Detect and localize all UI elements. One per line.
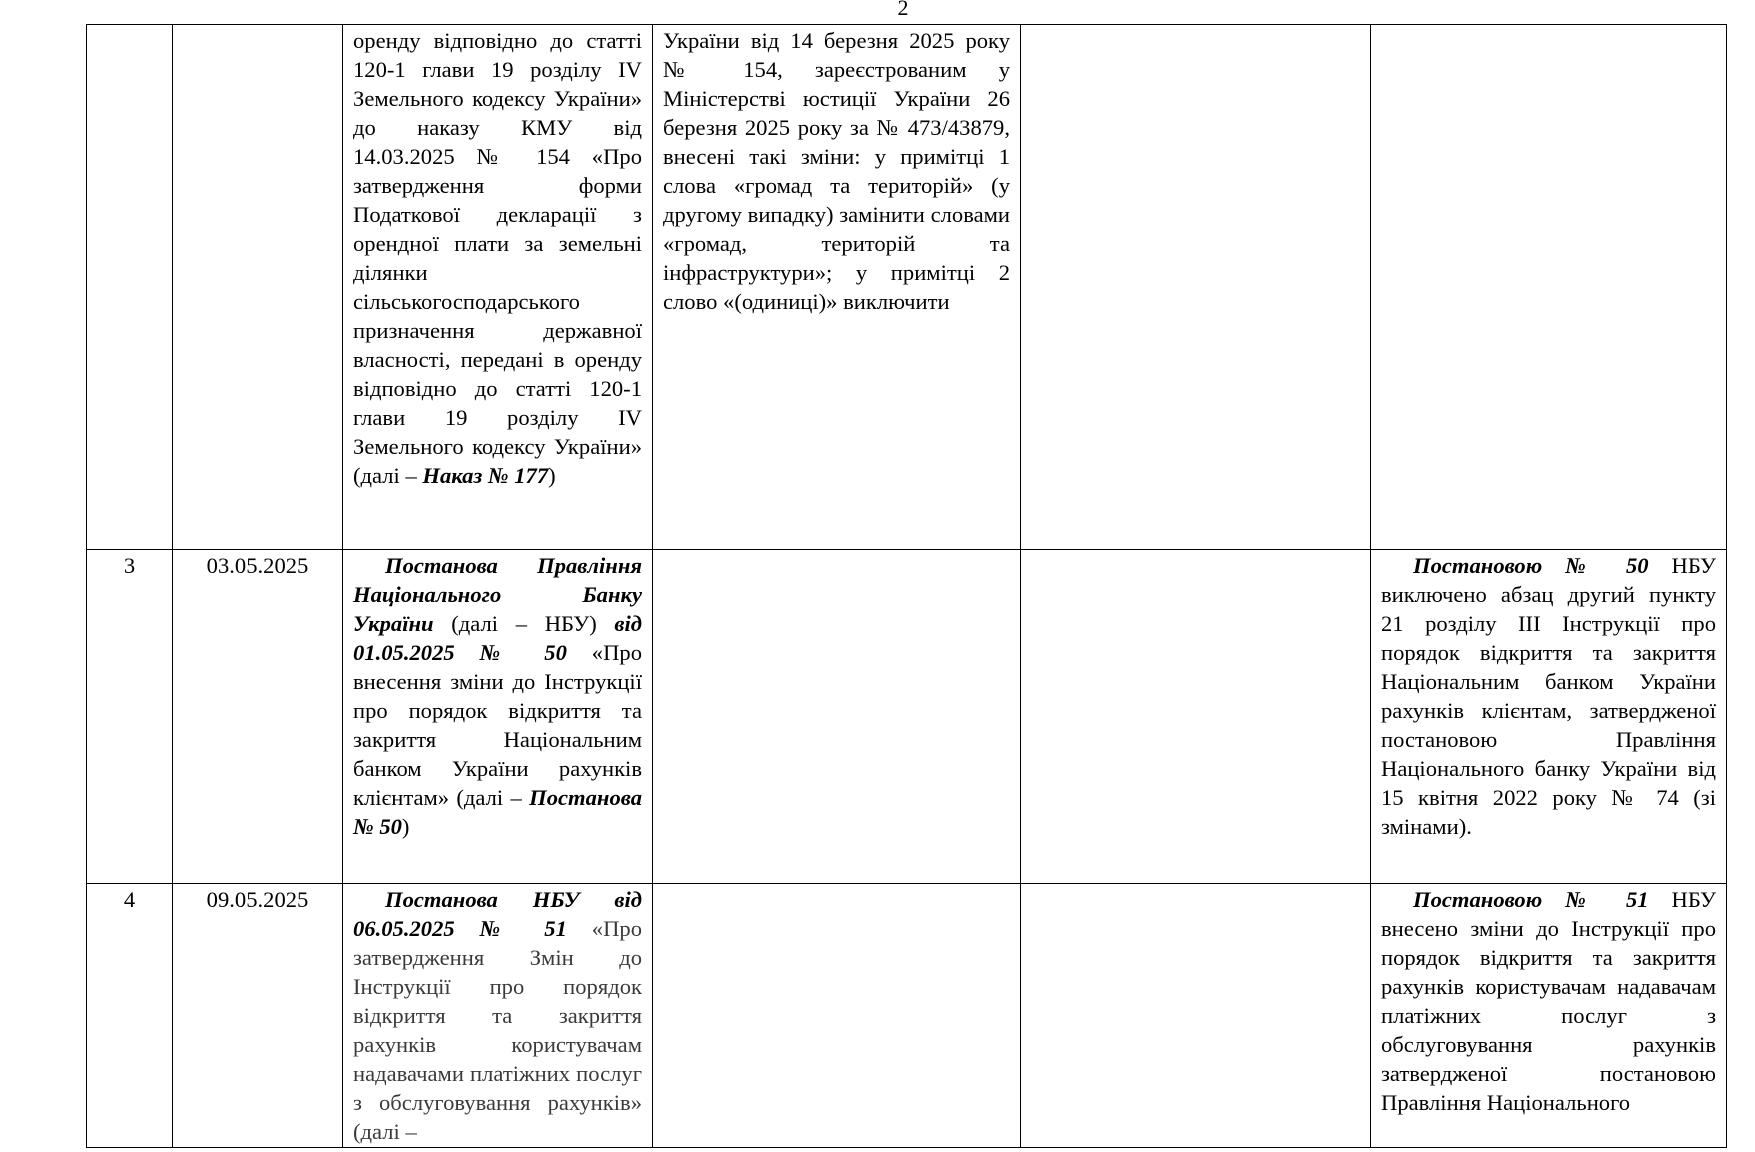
row-number-cell — [87, 25, 173, 550]
notes-text: НБУ внесено зміни до Інструкції про порядок відкриття та закриття рахунків користувачам надавачам платіжних послуг з обслуговування рахунків затвердженої постановою Правління Національного — [1381, 887, 1716, 1115]
page-number: 2 — [897, 0, 909, 20]
row-number-cell: 3 — [87, 550, 173, 884]
act-date-number: від 01.05.2025 № 50 — [353, 611, 642, 665]
act-text: «Про внесення зміни до Інструкції про порядок відкриття та закриття Національним банком України рахунків клієнтам» (далі – — [353, 640, 642, 810]
empty-cell — [1021, 550, 1371, 884]
changes-cell — [653, 884, 1021, 1148]
changes-cell — [653, 25, 1021, 550]
row-number-cell: 4 — [87, 884, 173, 1148]
act-text-end: ) — [548, 463, 556, 488]
notes-act-ref: Постановою № 51 — [1413, 887, 1649, 912]
act-text: оренду відповідно до статті 120-1 глави 19 розділу IV Земельного кодексу України» до наказу КМУ від 14.03.2025 № 154 «Про затвердження форми Податкової декларації з орендної плати за земельні ділянки сільськогосподарського призначення державної власності, передані в оренду відповідно до статті 120-1 глави 19 розділу IV Земельного кодексу України» (далі – — [353, 28, 642, 488]
date-cell: 03.05.2025 — [173, 550, 343, 884]
changes-cell — [653, 550, 1021, 884]
act-cell — [343, 25, 653, 550]
act-short-name: Наказ № 177 — [422, 463, 549, 488]
act-title: Постанова НБУ від 06.05.2025 № 51 — [353, 887, 642, 941]
changes-text: України від 14 березня 2025 року № 154, зареєстрованим у Міністерстві юстиції України 26 березня 2025 року за № 473/43879, внесені такі зміни: у примітці 1 слова «громад та територій» (у другому випадку) замінити словами «громад, територій та інфраструктури»; у примітці 2 слово «(одиниці)» виключити — [663, 28, 1010, 314]
notes-act-ref: Постановою № 50 — [1413, 553, 1649, 578]
notes-text: НБУ виключено абзац другий пункту 21 розділу III Інструкції про порядок відкриття та закриття Національним банком України рахунків клієнтам, затвердженої постановою Правління Національного банку України від 15 квітня 2022 року № 74 (зі змінами). — [1381, 553, 1716, 839]
table-row — [87, 550, 1727, 884]
act-text-end: ) — [401, 814, 410, 839]
document-table — [86, 24, 1727, 1148]
date-cell — [173, 25, 343, 550]
notes-cell — [1371, 25, 1727, 550]
act-text: «Про затвердження Змін до Інструкції про порядок відкриття та закриття рахунків користувачам надавачами платіжних послуг з обслуговування рахунків» (далі – — [353, 916, 642, 1144]
act-text: (далі – НБУ) — [433, 611, 615, 636]
empty-cell — [1021, 884, 1371, 1148]
date-cell: 09.05.2025 — [173, 884, 343, 1148]
notes-cell — [1371, 884, 1727, 1148]
empty-cell — [1021, 25, 1371, 550]
act-cell — [343, 884, 653, 1148]
act-title: Постанова Правління Національного Банку України — [353, 553, 642, 636]
table-row — [87, 25, 1727, 550]
table-row — [87, 884, 1727, 1148]
notes-cell — [1371, 550, 1727, 884]
act-cell — [343, 550, 653, 884]
act-short-name: Постанова № 50 — [353, 785, 642, 839]
